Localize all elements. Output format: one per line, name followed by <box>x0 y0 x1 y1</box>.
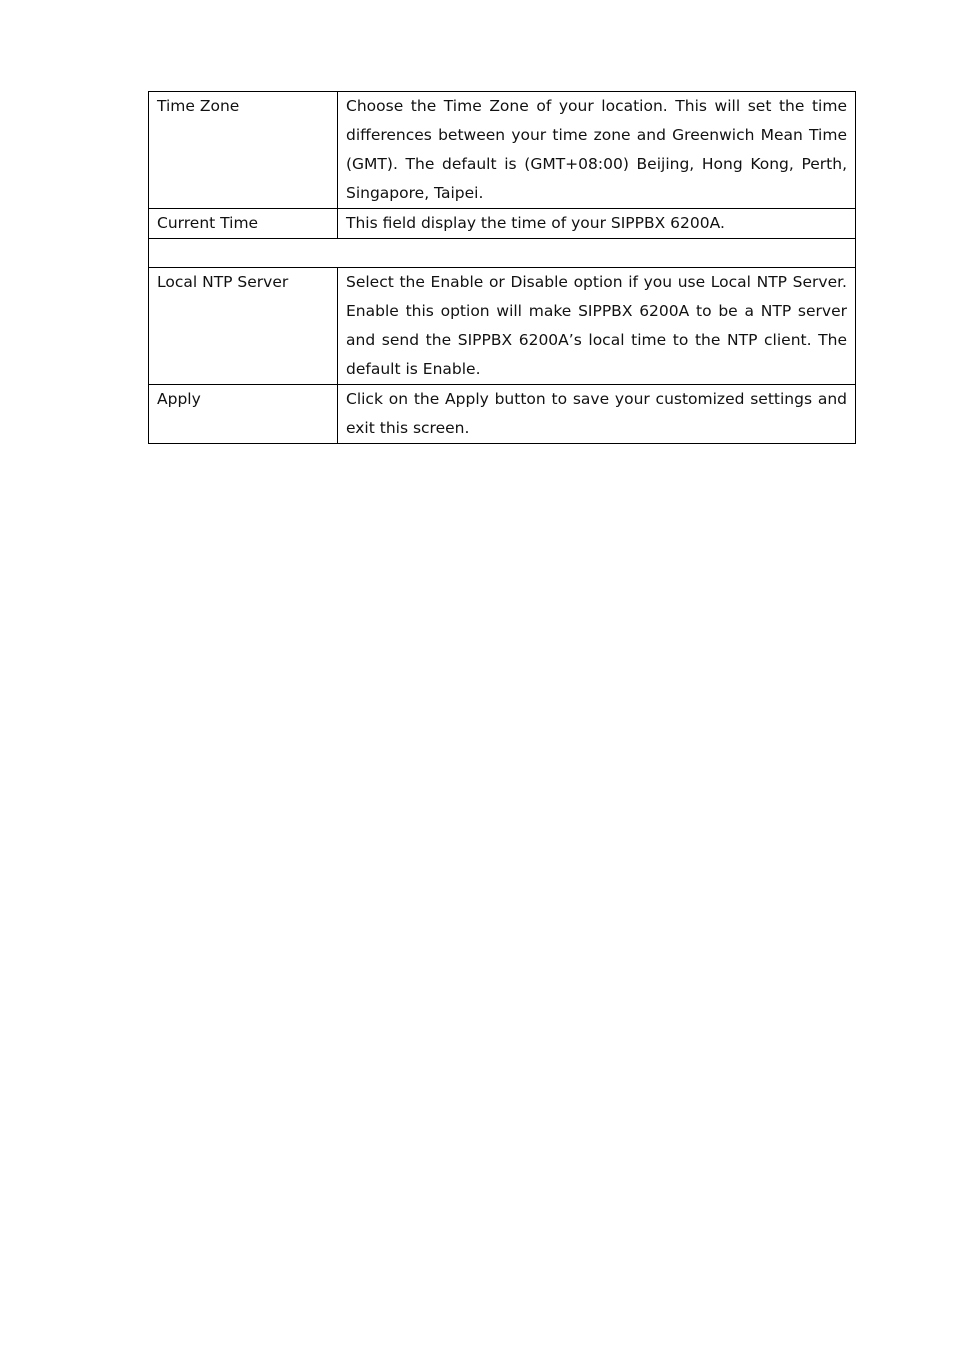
field-description-cell: Click on the Apply button to save your customized settings and exit this screen. <box>338 385 856 444</box>
field-name-cell: Current Time <box>149 209 338 239</box>
field-name-cell: Apply <box>149 385 338 444</box>
table-row <box>149 92 856 209</box>
settings-description-table <box>148 91 856 444</box>
table-row <box>149 385 856 444</box>
table-row <box>149 268 856 385</box>
field-description-cell: Choose the Time Zone of your location. This will set the time differences between your time zone and Greenwich Mean Time (GMT). The default is (GMT+08:00) Beijing, Hong Kong, Perth, Singapore, Taipei. <box>338 92 856 209</box>
table-row <box>149 209 856 239</box>
field-name-cell: Time Zone <box>149 92 338 209</box>
field-description-cell: This field display the time of your SIPPBX 6200A. <box>338 209 856 239</box>
field-name-cell: Local NTP Server <box>149 268 338 385</box>
field-description-cell: Select the Enable or Disable option if you use Local NTP Server. Enable this option will make SIPPBX 6200A to be a NTP server and send the SIPPBX 6200A’s local time to the NTP client. The default is Enable. <box>338 268 856 385</box>
empty-cell <box>149 239 856 268</box>
empty-table-row <box>149 239 856 268</box>
